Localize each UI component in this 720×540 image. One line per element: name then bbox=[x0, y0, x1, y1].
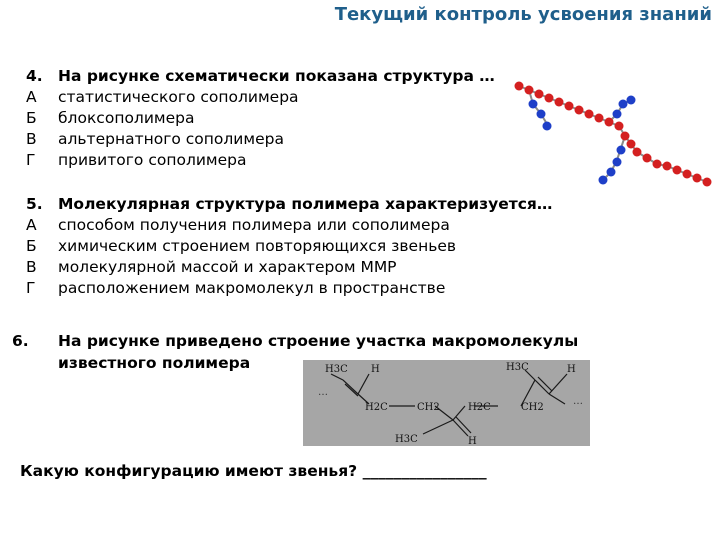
ch2-label: CH2 bbox=[417, 402, 440, 413]
option-v bbox=[26, 257, 552, 278]
chain-ellipsis-left: … bbox=[318, 387, 328, 398]
h3c-label: H3C bbox=[506, 362, 529, 373]
h3c-label: H3C bbox=[325, 364, 348, 375]
question-4-text: На рисунке схематически показана структура … bbox=[58, 67, 495, 85]
option-letter: В bbox=[26, 130, 37, 148]
option-text: блоксополимера bbox=[58, 109, 195, 127]
h2c-label: H2C bbox=[365, 402, 388, 413]
option-text: привитого сополимера bbox=[58, 151, 247, 169]
option-text: способом получения полимера или сополимера bbox=[58, 216, 450, 234]
question-6-number: 6. bbox=[12, 332, 29, 350]
option-text: расположением макромолекул в пространстве bbox=[58, 279, 446, 297]
option-letter: Г bbox=[26, 279, 36, 297]
h3c-label: H3C bbox=[395, 434, 418, 445]
option-text: молекулярной массой и характером ММР bbox=[58, 258, 397, 276]
polyisoprene-structure bbox=[303, 360, 590, 446]
page-title: Текущий контроль усвоения знаний bbox=[334, 4, 712, 25]
question-5-header bbox=[26, 194, 552, 215]
h-label: H bbox=[567, 364, 576, 375]
graft-copolymer-illustration bbox=[505, 74, 715, 189]
option-letter: Б bbox=[26, 237, 37, 255]
option-letter: В bbox=[26, 258, 37, 276]
option-text: химическим строением повторяющихся звеньев bbox=[58, 237, 457, 255]
h2c-label: H2C bbox=[468, 402, 491, 413]
h-label: H bbox=[371, 364, 380, 375]
option-v bbox=[26, 129, 495, 150]
question-6-text: На рисунке приведено строение участка макромолекулы bbox=[58, 332, 579, 350]
option-letter: Г bbox=[26, 151, 36, 169]
option-letter: А bbox=[26, 216, 37, 234]
question-5-text: Молекулярная структура полимера характеризуется… bbox=[58, 195, 553, 213]
chain-ellipsis-right: … bbox=[573, 396, 583, 407]
question-4-header bbox=[26, 66, 495, 87]
h-label: H bbox=[468, 436, 477, 446]
question-4-number: 4. bbox=[26, 67, 43, 85]
question-4 bbox=[26, 66, 495, 171]
option-text: статистического сополимера bbox=[58, 88, 299, 106]
option-letter: А bbox=[26, 88, 37, 106]
option-text: альтернатного сополимера bbox=[58, 130, 284, 148]
question-6-text-line2: известного полимера bbox=[58, 354, 251, 372]
answer-prompt: Какую конфигурацию имеют звенья? ________________ bbox=[20, 462, 487, 480]
option-a bbox=[26, 87, 495, 108]
question-5-number: 5. bbox=[26, 195, 43, 213]
question-5 bbox=[26, 194, 552, 299]
option-g bbox=[26, 278, 552, 299]
option-letter: Б bbox=[26, 109, 37, 127]
option-b bbox=[26, 108, 495, 129]
option-b bbox=[26, 236, 552, 257]
option-g bbox=[26, 150, 495, 171]
ch2-label: CH2 bbox=[521, 402, 544, 413]
option-a bbox=[26, 215, 552, 236]
